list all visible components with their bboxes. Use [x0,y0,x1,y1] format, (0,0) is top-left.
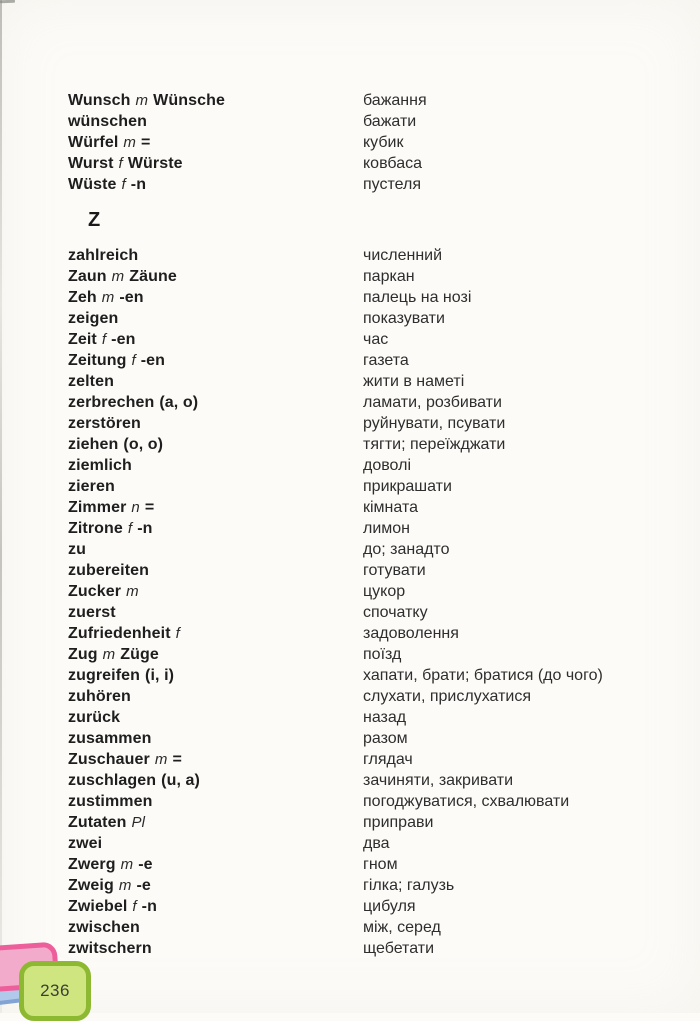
dictionary-content [0,90,700,959]
gender-marker: m [102,645,116,663]
gender-marker: m [154,750,168,768]
ukrainian-translation: прикрашати [363,477,452,495]
ukrainian-translation: готувати [363,561,426,579]
ukrainian-translation: гілка; галузь [363,876,455,894]
dictionary-entry-row [0,371,700,392]
plural-or-forms: Zäune [129,267,177,285]
dictionary-entry-row [0,602,700,623]
dictionary-entry-row [0,749,700,770]
page-number: 236 [40,981,70,1000]
dictionary-entry-row [0,623,700,644]
german-word: zelten [68,372,114,390]
ukrainian-translation: кубик [363,133,404,151]
german-term [68,134,363,152]
german-word: Zucker [68,582,122,600]
german-term [68,499,363,517]
german-word: Zaun [68,267,107,285]
german-word: zusammen [68,729,152,747]
ukrainian-translation: ламати, розбивати [363,393,502,411]
german-word: Zwerg [68,855,116,873]
german-term [68,919,363,937]
plural-or-forms: -e [136,876,151,894]
german-term [68,604,363,622]
dictionary-entry-row [0,132,700,153]
german-word: zieren [68,477,115,495]
german-word: Zeit [68,330,97,348]
dictionary-entry-row [0,308,700,329]
german-word: zurück [68,708,121,726]
gender-marker: f [132,897,137,915]
german-term [68,92,363,110]
plural-or-forms: -n [141,897,157,915]
ukrainian-translation: гном [363,855,398,873]
ukrainian-translation: разом [363,729,408,747]
german-word: Zutaten [68,813,127,831]
dictionary-entry-row [0,938,700,959]
dictionary-entry-row [0,686,700,707]
dictionary-entry-row [0,266,700,287]
german-term [68,751,363,769]
german-term [68,667,363,685]
gender-marker: Pl [131,813,146,831]
german-word: zerstören [68,414,141,432]
german-term [68,415,363,433]
dictionary-entry-row [0,665,700,686]
dictionary-entry-row [0,413,700,434]
german-word: Würfel [68,133,119,151]
dictionary-entry-row [0,875,700,896]
ukrainian-translation: слухати, прислухатися [363,687,531,705]
plural-or-forms: -n [137,519,153,537]
german-term [68,176,363,194]
dictionary-entry-row [0,518,700,539]
german-term [68,352,363,370]
gender-marker: f [127,519,133,537]
gender-marker: f [131,351,136,369]
german-word: wünschen [68,112,148,130]
dictionary-entry-row [0,329,700,350]
dictionary-entry-row [0,153,700,174]
dictionary-entry-row [0,455,700,476]
german-word: Zeitung [68,351,127,369]
dictionary-entry-row [0,644,700,665]
plural-or-forms: -e [138,855,153,873]
dictionary-entry-row [0,707,700,728]
ukrainian-translation: доволі [363,456,411,474]
dictionary-entry-row [0,581,700,602]
dictionary-entry-row [0,728,700,749]
plural-or-forms: -en [111,330,136,348]
dictionary-entry-row [0,174,700,195]
dictionary-entry-row [0,539,700,560]
ukrainian-translation: жити в наметі [363,372,465,390]
dictionary-entry-row [0,854,700,875]
gender-marker: f [101,330,107,348]
german-word: Zufriedenheit [68,624,171,642]
gender-marker: m [120,855,134,873]
german-term [68,113,363,131]
plural-or-forms: -en [140,351,166,369]
ukrainian-translation: цукор [363,582,406,600]
plural-or-forms: = [172,750,182,768]
plural-or-forms: Wünsche [153,91,225,109]
gender-marker: m [123,133,136,151]
german-term [68,646,363,664]
section-letter-z: Z [88,209,101,231]
ukrainian-translation: лимон [363,519,411,537]
german-word: zwei [68,834,103,852]
dictionary-entry-row [0,90,700,111]
ukrainian-translation: спочатку [363,603,428,621]
ukrainian-translation: задоволення [363,624,459,642]
plural-or-forms: -en [119,288,144,306]
ukrainian-translation: пустеля [363,175,421,193]
german-term [68,877,363,895]
german-word: Zwiebel [68,897,128,915]
ukrainian-translation: назад [363,708,407,726]
gender-marker: n [131,498,140,516]
german-term [68,155,363,173]
german-term [68,835,363,853]
plural-or-forms: Züge [120,645,159,663]
gender-marker: m [111,267,125,285]
german-term [68,520,363,538]
ukrainian-translation: цибуля [363,897,416,915]
german-term [68,562,363,580]
ukrainian-translation: зачиняти, закривати [363,771,514,789]
german-word: zwitschern [68,939,152,957]
dictionary-entry-row [0,350,700,371]
ukrainian-translation: між, серед [363,918,441,936]
german-word: Zweig [68,876,114,894]
german-word: zwischen [68,918,140,936]
german-word: ziemlich [68,456,132,474]
german-word: Zitrone [68,519,123,537]
german-term [68,814,363,832]
german-term [68,688,363,706]
gender-marker: m [126,582,139,600]
dictionary-entry-row [0,111,700,132]
german-word: zustimmen [68,792,153,810]
dictionary-entry-row [0,392,700,413]
german-term [68,268,363,286]
german-word: Wunsch [68,91,131,109]
dictionary-entry-row [0,896,700,917]
gender-marker: m [101,288,115,306]
german-word: Zimmer [68,498,127,516]
german-term [68,394,363,412]
german-term [68,625,363,643]
gender-marker: m [135,91,149,109]
german-term [68,772,363,790]
dictionary-entry-row [0,476,700,497]
german-term [68,331,363,349]
dictionary-entry-row [0,791,700,812]
scan-corner-artifact [0,0,15,3]
dictionary-entry-row [0,560,700,581]
ukrainian-translation: показувати [363,309,445,327]
ukrainian-translation: поїзд [363,645,402,663]
german-term [68,247,363,265]
dictionary-entry-row [0,833,700,854]
ukrainian-translation: хапати, брати; братися (до чого) [363,666,603,684]
german-word: ziehen [68,435,119,453]
german-term [68,898,363,916]
german-word: Zug [68,645,98,663]
german-word: Wüste [68,175,117,193]
german-term [68,940,363,958]
ukrainian-translation: тягти; переїжджати [363,435,506,453]
german-word: Zuschauer [68,750,150,768]
german-word: zerbrechen [68,393,155,411]
ukrainian-translation: погоджуватися, схвалювати [363,792,570,810]
german-term [68,583,363,601]
plural-or-forms: -n [130,175,147,193]
german-word: zuerst [68,603,116,621]
ukrainian-translation: приправи [363,813,434,831]
gender-marker: f [121,175,126,193]
ukrainian-translation: два [363,834,390,852]
dictionary-entry-row [0,770,700,791]
ukrainian-translation: щебетати [363,939,435,957]
ukrainian-translation: ковбаса [363,154,422,172]
ukrainian-translation: кімната [363,498,418,516]
plural-or-forms: (a, o) [159,393,199,411]
dictionary-entry-row [0,812,700,833]
ukrainian-translation: бажання [363,91,427,109]
german-term [68,709,363,727]
plural-or-forms: (i, i) [145,666,175,684]
german-term [68,457,363,475]
ukrainian-translation: глядач [363,750,413,768]
german-word: Wurst [68,154,114,172]
german-term [68,310,363,328]
ukrainian-translation: руйнувати, псувати [363,414,506,432]
ukrainian-translation: палець на нозі [363,288,472,306]
german-term [68,730,363,748]
german-term [68,289,363,307]
plural-or-forms: = [140,133,151,151]
german-term [68,793,363,811]
gender-marker: f [118,154,123,172]
plural-or-forms: = [144,498,155,516]
german-word: zuschlagen [68,771,157,789]
german-word: Zeh [68,288,97,306]
german-term [68,541,363,559]
plural-or-forms: Würste [127,154,183,172]
german-word: zugreifen [68,666,141,684]
dictionary-entry-row [0,287,700,308]
dictionary-entry-row [0,245,700,266]
ukrainian-translation: до; занадто [363,540,450,558]
dictionary-entry-row [0,497,700,518]
page-number-badge [19,961,91,1021]
german-term [68,478,363,496]
ukrainian-translation: газета [363,351,409,369]
gender-marker: m [118,876,132,894]
german-word: zubereiten [68,561,150,579]
dictionary-entry-row [0,917,700,938]
plural-or-forms: (u, a) [161,771,200,789]
ukrainian-translation: численний [363,246,443,264]
german-word: zu [68,540,86,558]
german-term [68,436,363,454]
ukrainian-translation: бажати [363,112,417,130]
german-term [68,373,363,391]
ukrainian-translation: паркан [363,267,415,285]
plural-or-forms: (o, o) [123,435,164,453]
gender-marker: f [175,624,180,642]
ukrainian-translation: час [363,330,389,348]
german-word: zeigen [68,309,119,327]
german-word: zahlreich [68,246,139,264]
german-term [68,856,363,874]
german-word: zuhören [68,687,131,705]
dictionary-entry-row [0,434,700,455]
